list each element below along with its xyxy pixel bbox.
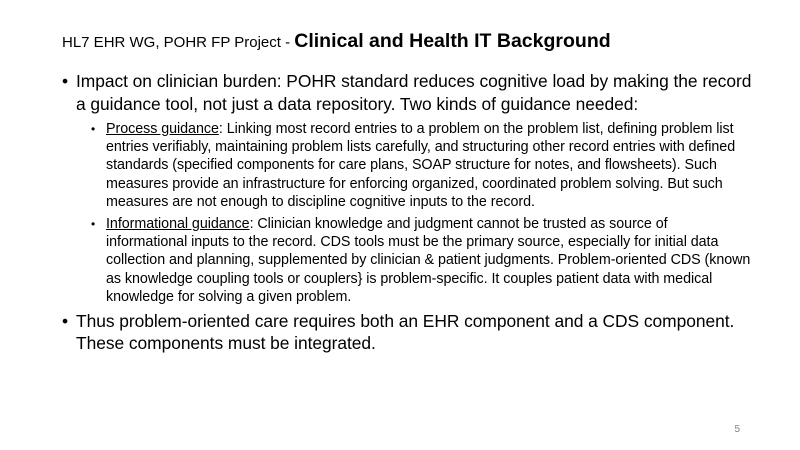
bullet-conclusion-text: Thus problem-oriented care requires both an EHR component and a CDS component. These components must be integrated. — [76, 310, 735, 354]
slide-title — [62, 30, 762, 53]
bullet-list — [62, 70, 752, 355]
bullet-conclusion — [62, 310, 752, 356]
title-main: Clinical and Health IT Background — [294, 30, 611, 52]
sub-bullet-list — [76, 120, 752, 307]
sub-bullet-dot-icon: • — [91, 216, 96, 231]
sub-bullet-process — [76, 120, 752, 212]
sub-bullet-dot-icon: • — [91, 121, 96, 136]
bullet-burden-text: Impact on clinician burden: POHR standard reduces cognitive load by making the record a guidance tool, not just a data repository. Two kinds of guidance needed: — [76, 71, 752, 114]
bullet-dot-icon: • — [62, 71, 69, 91]
informational-guidance-lead: Informational guidance — [106, 215, 250, 232]
bullet-dot-icon: • — [62, 310, 69, 331]
informational-guidance-text: : Clinician knowledge and judgment cannot be trusted as source of informational inputs to the record. CDS tools must be the primary source, especially for initial data collection and planning, supplemented by clinician & patient judgments. Problem-oriented CDS (known as knowledge coupling tools or couplers} is problem-specific. It couples patient data with medical knowledge for solving a given problem. — [106, 215, 751, 306]
title-prefix: HL7 EHR WG, POHR FP Project - — [62, 34, 295, 51]
bullet-burden — [62, 70, 752, 307]
sub-bullet-informational — [76, 215, 752, 307]
process-guidance-text: : Linking most record entries to a problem on the problem list, defining problem list entries verifiably, maintaining problem lists carefully, and structuring other record entries with defined standards (specified components for care plans, SOAP structure for notes, and flowsheets). Such measures provide an infrastructure for enforcing organized, coordinated problem solving. But such measures are not enough to discipline cognitive inputs to the record. — [106, 120, 736, 211]
page-number: 5 — [734, 424, 740, 435]
process-guidance-lead: Process guidance — [106, 120, 219, 137]
